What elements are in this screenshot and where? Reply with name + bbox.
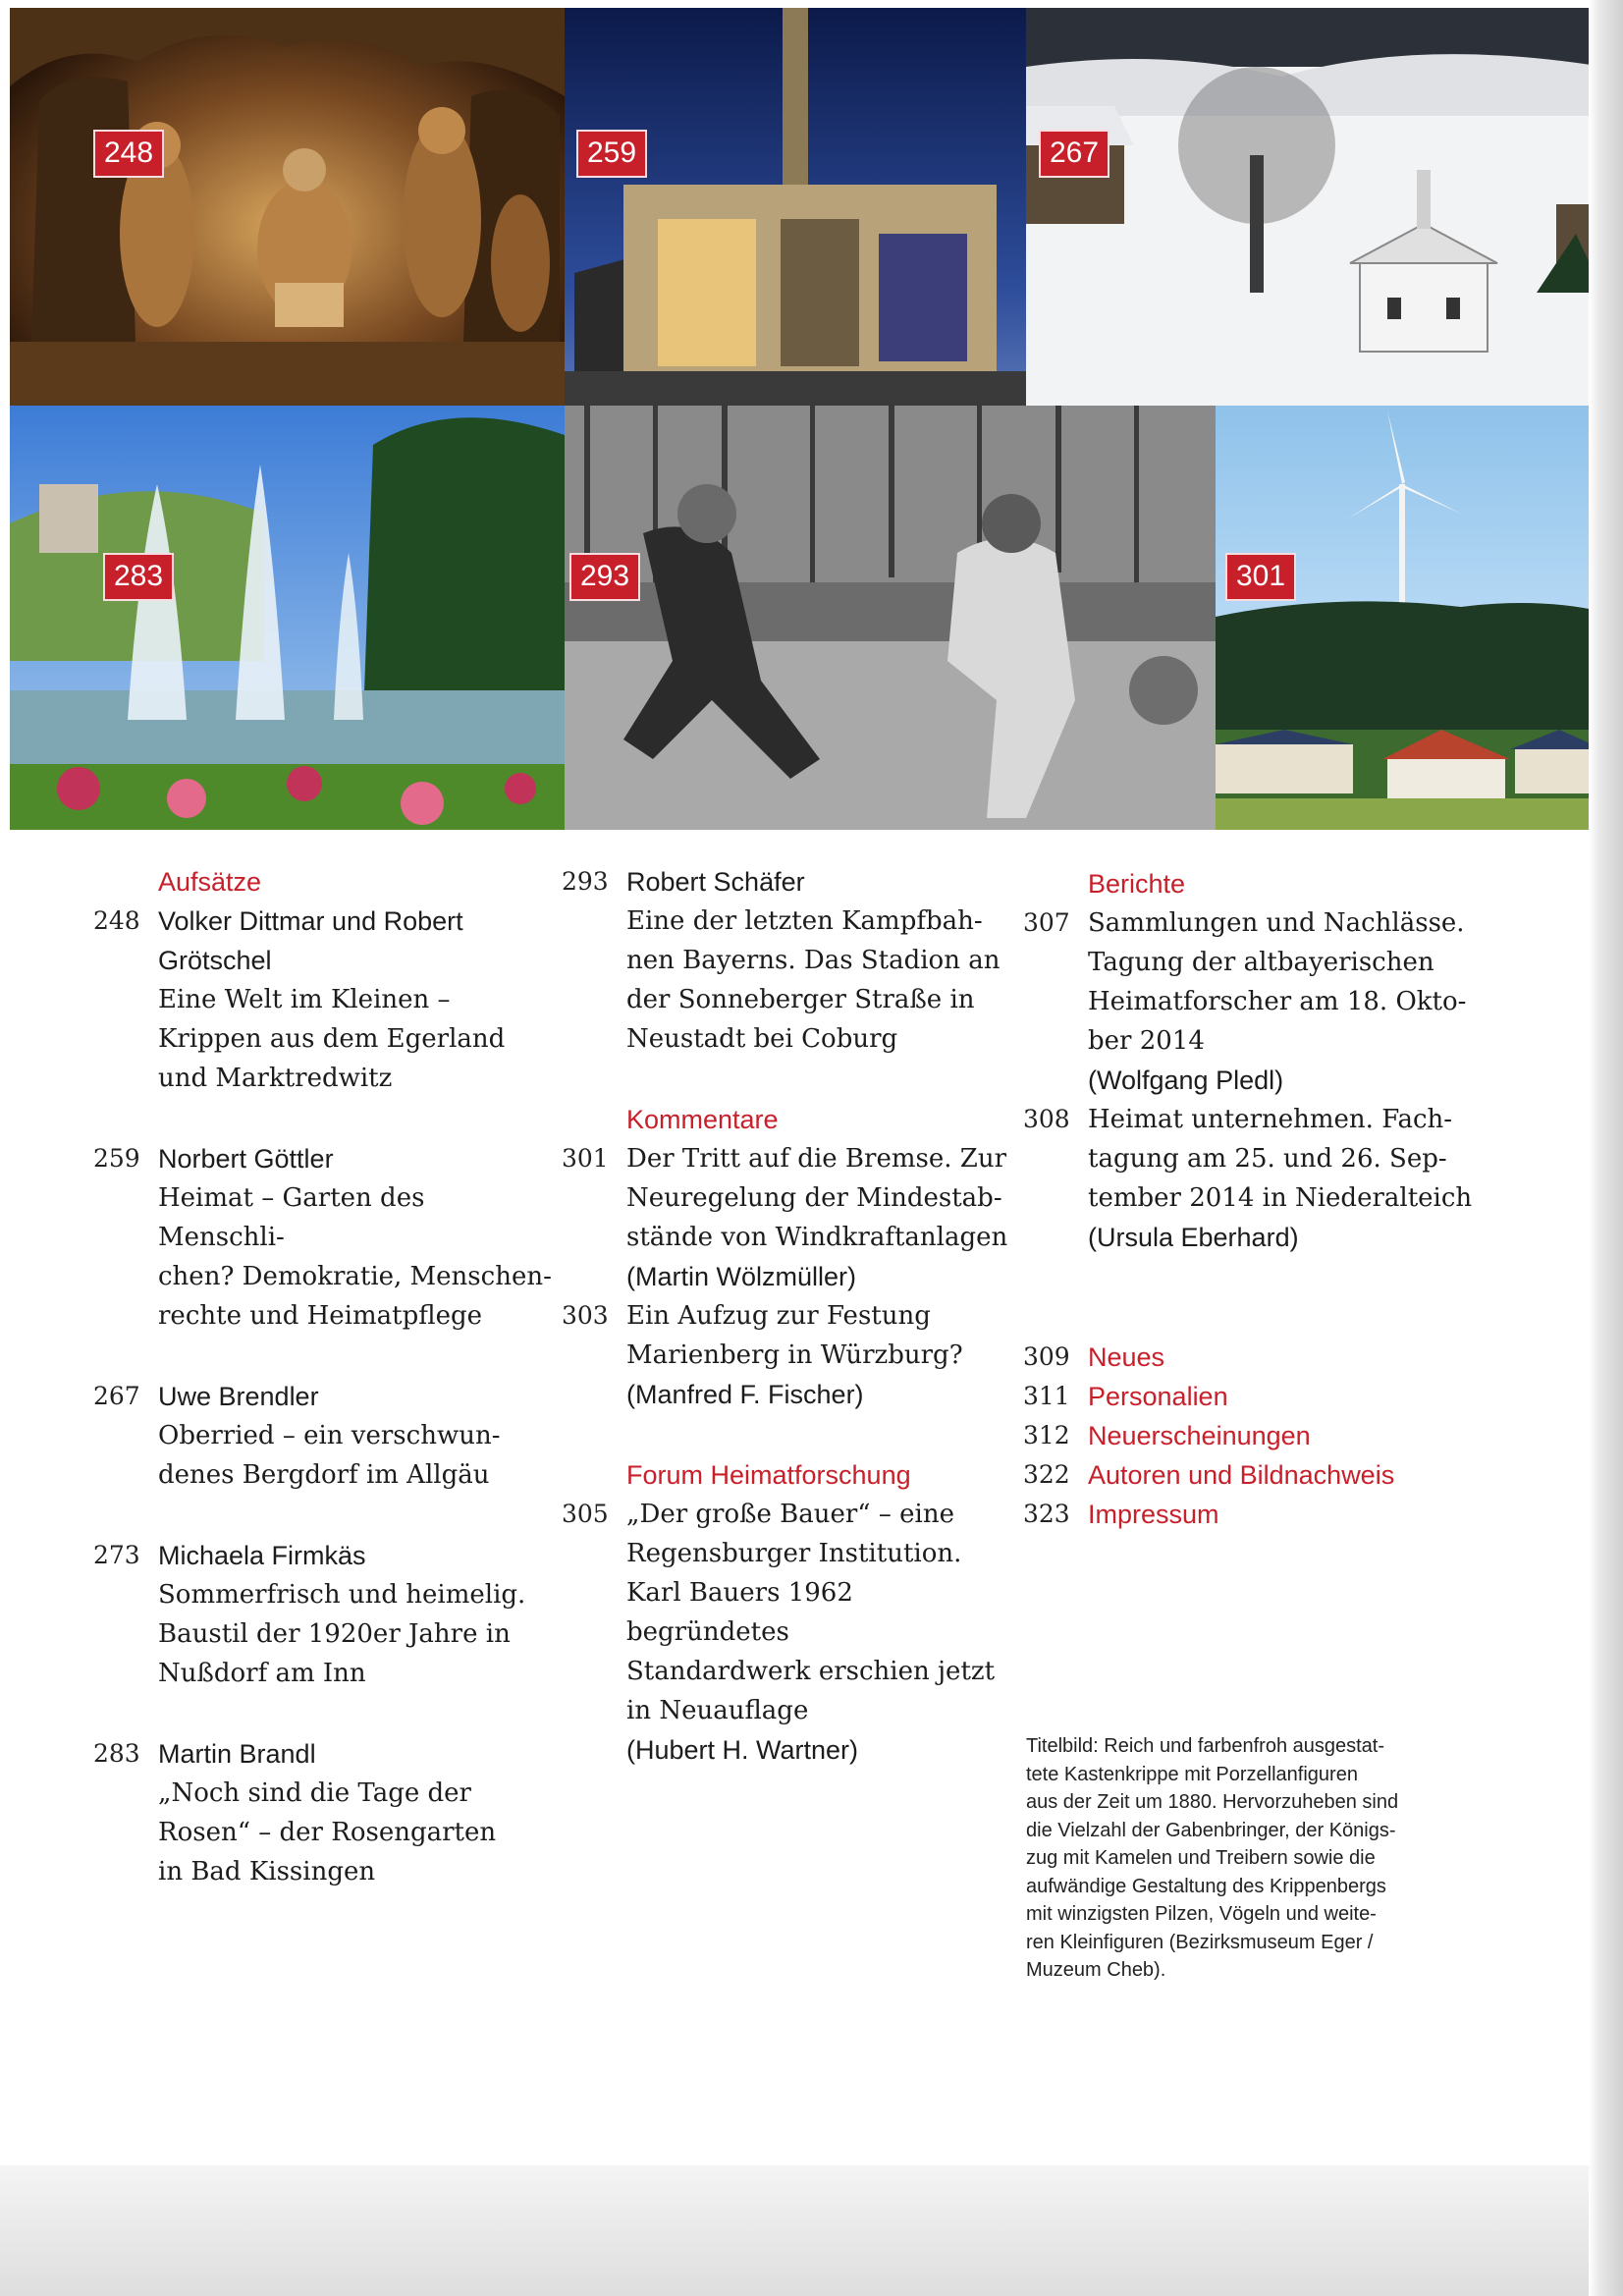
toc-entry-311[interactable]	[1023, 1377, 1534, 1416]
entry-title-line: Eine der letzten Kampfbah-	[626, 906, 983, 936]
entry-label: Personalien	[1088, 1382, 1228, 1411]
toc-entry-312[interactable]	[1023, 1416, 1534, 1455]
scan-bottom-shadow	[0, 2165, 1623, 2296]
toc-entry-259[interactable]	[93, 1139, 555, 1336]
entry-title-line: der Sonneberger Straße in	[626, 985, 975, 1014]
entry-title-line: stände von Windkraftanlagen	[626, 1223, 1008, 1252]
entry-title-line: Neuregelung der Mindestab-	[626, 1183, 1002, 1213]
entry-title-line: Heimatforscher am 18. Okto-	[1088, 987, 1467, 1016]
toc-entry-283[interactable]	[93, 1734, 555, 1891]
entry-author: (Ursula Eberhard)	[1088, 1223, 1299, 1252]
section-heading-kommentare: Kommentare	[626, 1105, 779, 1134]
entry-title-line: Regensburger Institution.	[626, 1539, 962, 1568]
entry-title-line: Neustadt bei Coburg	[626, 1024, 898, 1054]
page-number: 259	[93, 1144, 140, 1173]
toc-entry-301[interactable]	[562, 1139, 1023, 1296]
toc-entry-309[interactable]	[1023, 1338, 1534, 1377]
photo-nativity-crib	[10, 8, 565, 406]
entry-label: Neuerscheinungen	[1088, 1421, 1311, 1450]
photo-football-players	[565, 406, 1216, 830]
page-number: 309	[1023, 1342, 1070, 1371]
page-number: 301	[562, 1144, 609, 1173]
entry-title-line: „Noch sind die Tage der	[158, 1778, 471, 1808]
toc-entry-273[interactable]	[93, 1536, 555, 1693]
section-heading-forum: Forum Heimatforschung	[626, 1460, 911, 1490]
toc-entry-303[interactable]	[562, 1296, 1023, 1414]
entry-title-line: tember 2014 in Niederalteich	[1088, 1183, 1473, 1213]
caption-line: aufwändige Gestaltung des Krippenbergs	[1026, 1875, 1386, 1897]
page-number: 273	[93, 1541, 140, 1569]
page-badge-259: 259	[576, 130, 647, 178]
toc-entry-305[interactable]	[562, 1495, 1023, 1770]
entry-title-line: ber 2014	[1088, 1026, 1205, 1056]
page-number: 307	[1023, 908, 1070, 937]
page-number: 308	[1023, 1105, 1070, 1133]
page-number: 267	[93, 1382, 140, 1410]
caption-line: ren Kleinfiguren (Bezirksmuseum Eger /	[1026, 1931, 1374, 1953]
page-number: 311	[1023, 1382, 1070, 1410]
caption-line: aus der Zeit um 1880. Hervorzuheben sind	[1026, 1791, 1399, 1813]
entry-author: Norbert Göttler	[158, 1144, 334, 1174]
toc-entry-322[interactable]	[1023, 1455, 1534, 1495]
entry-title-line: in Neuauflage	[626, 1696, 809, 1725]
page-badge-283: 283	[103, 553, 174, 601]
entry-label: Autoren und Bildnachweis	[1088, 1460, 1395, 1490]
page-number: 248	[93, 906, 140, 935]
toc-entry-308[interactable]	[1023, 1100, 1534, 1257]
page-badge-248: 248	[93, 130, 164, 178]
entry-label: Impressum	[1088, 1500, 1219, 1529]
entry-author: (Wolfgang Pledl)	[1088, 1066, 1284, 1095]
section-heading-aufsaetze: Aufsätze	[158, 867, 262, 897]
entry-label: Neues	[1088, 1342, 1165, 1372]
entry-title-line: Heimat unternehmen. Fach-	[1088, 1105, 1453, 1134]
page-number: 293	[562, 867, 609, 896]
entry-title-line: Nußdorf am Inn	[158, 1659, 366, 1688]
page-badge-267: 267	[1039, 130, 1109, 178]
page-number: 305	[562, 1500, 609, 1528]
toc-entry-293[interactable]	[562, 862, 1023, 1059]
entry-title-line: Ein Aufzug zur Festung	[626, 1301, 931, 1331]
entry-title-line: Krippen aus dem Egerland	[158, 1024, 506, 1054]
entry-title-line: Sammlungen und Nachlässe.	[1088, 908, 1465, 938]
photo-rose-garden	[10, 406, 565, 830]
entry-title-line: Der Tritt auf die Bremse. Zur	[626, 1144, 1006, 1174]
caption-line: die Vielzahl der Gabenbringer, der Königs-	[1026, 1819, 1396, 1841]
toc-entry-323[interactable]	[1023, 1495, 1534, 1534]
photo-wind-turbine-village	[1216, 406, 1603, 830]
cover-caption	[1026, 1732, 1458, 1985]
caption-line: Muzeum Cheb).	[1026, 1959, 1166, 1981]
entry-title-line: Tagung der altbayerischen	[1088, 948, 1434, 977]
toc-entry-267[interactable]	[93, 1377, 555, 1495]
scan-spine-shadow	[1589, 0, 1623, 2296]
entry-author: Martin Brandl	[158, 1739, 316, 1769]
page-badge-301: 301	[1225, 553, 1296, 601]
caption-line: mit winzigsten Pilzen, Vögeln und weite-	[1026, 1903, 1377, 1925]
page-badge-293: 293	[569, 553, 640, 601]
page-number: 283	[93, 1739, 140, 1768]
toc-entry-248[interactable]	[93, 902, 555, 1098]
entry-title-line: Heimat – Garten des Menschli-	[158, 1183, 425, 1252]
caption-line: tete Kastenkrippe mit Porzellanfiguren	[1026, 1763, 1358, 1785]
entry-title-line: Baustil der 1920er Jahre in	[158, 1619, 511, 1649]
entry-author: Volker Dittmar und Robert	[158, 906, 463, 936]
entry-title-line: denes Bergdorf im Allgäu	[158, 1460, 490, 1490]
entry-author-cont: Grötschel	[158, 946, 272, 975]
entry-author: (Hubert H. Wartner)	[626, 1735, 859, 1765]
caption-line: Titelbild: Reich und farbenfroh ausgestat-	[1026, 1735, 1385, 1757]
page-number: 303	[562, 1301, 609, 1330]
entry-title-line: Sommerfrisch und heimelig.	[158, 1580, 526, 1610]
page-number: 323	[1023, 1500, 1070, 1528]
entry-author: (Martin Wölzmüller)	[626, 1262, 857, 1291]
page-number: 312	[1023, 1421, 1070, 1449]
entry-title-line: nen Bayerns. Das Stadion an	[626, 946, 1001, 975]
entry-author: (Manfred F. Fischer)	[626, 1380, 864, 1409]
entry-author: Michaela Firmkäs	[158, 1541, 366, 1570]
entry-title-line: „Der große Bauer“ – eine	[626, 1500, 954, 1529]
caption-line: zug mit Kamelen und Treibern sowie die	[1026, 1847, 1376, 1869]
entry-title-line: rechte und Heimatpflege	[158, 1301, 483, 1331]
entry-title-line: Oberried – ein verschwun-	[158, 1421, 501, 1450]
toc-column-reports	[1023, 864, 1534, 1534]
entry-title-line: in Bad Kissingen	[158, 1857, 376, 1886]
toc-column-essays	[93, 862, 555, 1891]
entry-author: Uwe Brendler	[158, 1382, 319, 1411]
toc-entry-307[interactable]	[1023, 903, 1534, 1100]
entry-title-line: Rosen“ – der Rosengarten	[158, 1818, 497, 1847]
page-number: 322	[1023, 1460, 1070, 1489]
section-heading-berichte: Berichte	[1088, 869, 1186, 899]
entry-title-line: chen? Demokratie, Menschen-	[158, 1262, 552, 1291]
entry-title-line: und Marktredwitz	[158, 1064, 393, 1093]
entry-title-line: tagung am 25. und 26. Sep-	[1088, 1144, 1447, 1174]
photo-chapel-dusk	[565, 8, 1026, 406]
entry-title-line: Eine Welt im Kleinen –	[158, 985, 451, 1014]
entry-title-line: Marienberg in Würzburg?	[626, 1340, 963, 1370]
entry-author: Robert Schäfer	[626, 867, 805, 897]
entry-title-line: Standardwerk erschien jetzt	[626, 1657, 996, 1686]
entry-title-line: Karl Bauers 1962 begründetes	[626, 1578, 853, 1647]
toc-column-middle	[562, 862, 1023, 1770]
photo-snowy-chapel	[1026, 8, 1603, 406]
